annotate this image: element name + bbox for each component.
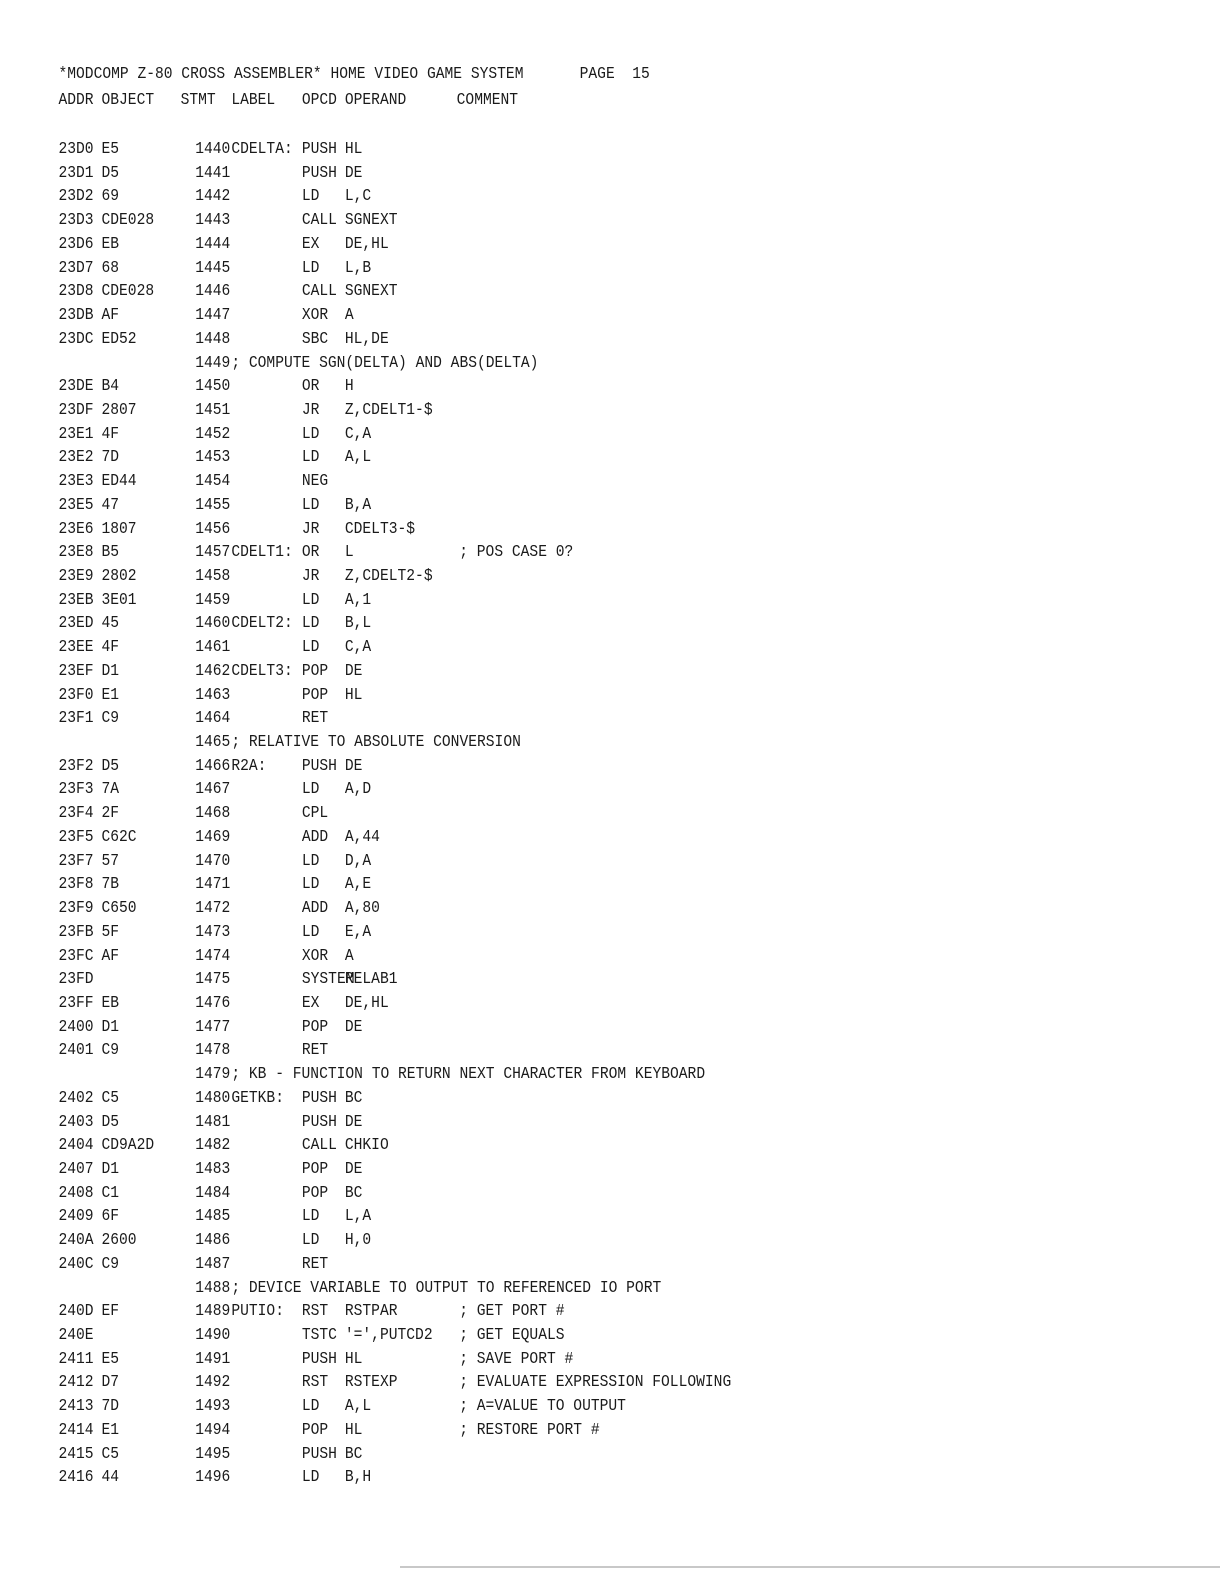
opcode: LD — [301, 875, 320, 895]
object-code: 7B — [101, 875, 120, 895]
object-code: 5F — [101, 922, 120, 942]
label: GETKB: — [231, 1088, 284, 1108]
column-header-object: OBJECT — [101, 91, 155, 110]
statement-number: 1455 — [195, 495, 231, 515]
statement-number: 1485 — [195, 1207, 231, 1227]
address: 23F7 — [58, 851, 94, 871]
column-header-stmt: STMT — [180, 91, 216, 110]
opcode: XOR — [301, 946, 329, 966]
opcode: LD — [301, 1397, 320, 1417]
operand: HL — [344, 685, 363, 705]
opcode: LD — [301, 448, 320, 468]
comment: ; GET PORT # — [459, 1302, 565, 1322]
object-code: C62C — [101, 827, 137, 847]
operand: DE,HL — [344, 993, 389, 1013]
object-code: 4F — [101, 638, 120, 658]
object-code: 57 — [101, 851, 120, 871]
object-code: EF — [101, 1302, 120, 1322]
opcode: POP — [301, 1017, 329, 1037]
statement-number: 1444 — [195, 234, 231, 254]
operand: Z,CDELT1-$ — [344, 400, 433, 420]
opcode: OR — [301, 377, 320, 397]
operand: H — [344, 377, 354, 397]
statement-number: 1493 — [195, 1397, 231, 1417]
statement-number: 1469 — [195, 827, 231, 847]
operand: C,A — [344, 638, 372, 658]
address: 2402 — [58, 1088, 94, 1108]
column-header-label: LABEL — [231, 91, 276, 110]
opcode: LD — [301, 638, 320, 658]
opcode: SYSTEM — [301, 970, 355, 990]
operand: L — [344, 543, 354, 563]
operand: A,L — [344, 448, 372, 468]
opcode: RET — [301, 1041, 329, 1061]
statement-number: 1459 — [195, 590, 231, 610]
opcode: EX — [301, 993, 320, 1013]
statement-number: 1490 — [195, 1326, 231, 1345]
object-code: E1 — [101, 1420, 120, 1440]
object-code: C5 — [101, 1444, 120, 1464]
object-code: 1807 — [101, 519, 137, 539]
opcode: LD — [301, 1468, 320, 1488]
opcode: PUSH — [301, 756, 337, 776]
object-code: 45 — [101, 614, 120, 634]
object-code: AF — [101, 306, 120, 325]
statement-number: 1496 — [195, 1468, 231, 1488]
statement-number: 1484 — [195, 1183, 231, 1203]
address: 23D1 — [58, 163, 94, 183]
column-headers — [0, 89, 519, 113]
statement-number: 1447 — [195, 306, 231, 325]
operand: BC — [344, 1183, 363, 1203]
opcode: POP — [301, 685, 329, 705]
address: 240E — [58, 1326, 94, 1345]
object-code: 3E01 — [101, 590, 137, 610]
statement-number: 1491 — [195, 1349, 231, 1369]
operand: DE — [344, 1112, 363, 1132]
opcode: JR — [301, 567, 320, 586]
address: 23ED — [58, 614, 94, 634]
object-code: 7D — [101, 1397, 120, 1417]
statement-number: 1483 — [195, 1160, 231, 1179]
column-header-operand: OPERAND — [344, 91, 407, 110]
address: 23F1 — [58, 709, 94, 729]
statement-number: 1477 — [195, 1017, 231, 1037]
statement-number: 1465 — [195, 733, 231, 752]
operand: SGNEXT — [344, 282, 398, 302]
operand: A,80 — [344, 899, 380, 918]
object-code: B4 — [101, 377, 120, 397]
address: 2415 — [58, 1444, 94, 1464]
address: 23FD — [58, 970, 94, 990]
statement-number: 1475 — [195, 970, 231, 990]
statement-number: 1461 — [195, 638, 231, 658]
operand: HL — [344, 1349, 363, 1369]
address: 23D0 — [58, 140, 94, 159]
object-code: 47 — [101, 495, 120, 515]
comment: ; SAVE PORT # — [459, 1349, 574, 1369]
opcode: ADD — [301, 827, 329, 847]
opcode: POP — [301, 661, 329, 681]
operand: CDELT3-$ — [344, 519, 416, 539]
opcode: JR — [301, 519, 320, 539]
operand: CHKIO — [344, 1136, 389, 1156]
object-code: 2600 — [101, 1231, 137, 1251]
opcode: TSTC — [301, 1326, 337, 1345]
object-code: CDE028 — [101, 282, 155, 302]
object-code: 6F — [101, 1207, 120, 1227]
operand: '=',PUTCD2 — [344, 1326, 433, 1345]
statement-number: 1446 — [195, 282, 231, 302]
comment: ; EVALUATE EXPRESSION FOLLOWING — [459, 1373, 732, 1393]
scan-edge-line — [400, 1566, 1220, 1568]
address: 2414 — [58, 1420, 94, 1440]
label: R2A: — [231, 756, 267, 776]
operand: DE — [344, 163, 363, 183]
address: 23E2 — [58, 448, 94, 468]
object-code: D1 — [101, 1160, 120, 1179]
address: 2404 — [58, 1136, 94, 1156]
address: 2411 — [58, 1349, 94, 1369]
opcode: LD — [301, 424, 320, 444]
object-code: CDE028 — [101, 211, 155, 231]
opcode: PUSH — [301, 1112, 337, 1132]
statement-number: 1470 — [195, 851, 231, 871]
statement-number: 1454 — [195, 472, 231, 492]
operand: RELAB1 — [344, 970, 398, 990]
operand: RSTPAR — [344, 1302, 398, 1322]
address: 23E9 — [58, 567, 94, 586]
address: 23DF — [58, 400, 94, 420]
object-code: EB — [101, 993, 120, 1013]
operand: DE,HL — [344, 234, 389, 254]
listing-header — [0, 63, 650, 87]
address: 23F3 — [58, 780, 94, 800]
object-code: 2807 — [101, 400, 137, 420]
statement-number: 1468 — [195, 804, 231, 824]
statement-number: 1448 — [195, 329, 231, 349]
opcode: PUSH — [301, 1349, 337, 1369]
address: 23D7 — [58, 258, 94, 278]
statement-number: 1442 — [195, 187, 231, 207]
statement-number: 1440 — [195, 140, 231, 159]
opcode: LD — [301, 614, 320, 634]
comment-line: ; KB - FUNCTION TO RETURN NEXT CHARACTER FROM KEYBOARD — [231, 1065, 706, 1085]
statement-number: 1495 — [195, 1444, 231, 1464]
address: 23F4 — [58, 804, 94, 824]
opcode: CALL — [301, 211, 337, 231]
opcode: CALL — [301, 1136, 337, 1156]
address: 23EE — [58, 638, 94, 658]
opcode: LD — [301, 1207, 320, 1227]
operand: DE — [344, 1160, 363, 1179]
address: 23F0 — [58, 685, 94, 705]
statement-number: 1456 — [195, 519, 231, 539]
address: 2403 — [58, 1112, 94, 1132]
object-code: CD9A2D — [101, 1136, 155, 1156]
statement-number: 1492 — [195, 1373, 231, 1393]
statement-number: 1487 — [195, 1254, 231, 1274]
operand: C,A — [344, 424, 372, 444]
address: 23F5 — [58, 827, 94, 847]
opcode: CPL — [301, 804, 329, 824]
address: 2407 — [58, 1160, 94, 1179]
column-header-addr: ADDR — [58, 91, 94, 110]
object-code: D7 — [101, 1373, 120, 1393]
opcode: POP — [301, 1183, 329, 1203]
operand: A,L — [344, 1397, 372, 1417]
comment: ; GET EQUALS — [459, 1326, 565, 1345]
address: 2413 — [58, 1397, 94, 1417]
statement-number: 1453 — [195, 448, 231, 468]
statement-number: 1482 — [195, 1136, 231, 1156]
address: 2400 — [58, 1017, 94, 1037]
address: 23E1 — [58, 424, 94, 444]
statement-number: 1471 — [195, 875, 231, 895]
opcode: PUSH — [301, 140, 337, 159]
label: PUTIO: — [231, 1302, 284, 1322]
object-code: D1 — [101, 1017, 120, 1037]
opcode: LD — [301, 922, 320, 942]
opcode: RST — [301, 1373, 329, 1393]
address: 23EF — [58, 661, 94, 681]
comment: ; A=VALUE TO OUTPUT — [459, 1397, 626, 1417]
operand: HL — [344, 140, 363, 159]
opcode: LD — [301, 780, 320, 800]
label: CDELT1: — [231, 543, 293, 563]
object-code: E5 — [101, 140, 120, 159]
operand: B,A — [344, 495, 372, 515]
object-code: 4F — [101, 424, 120, 444]
address: 2416 — [58, 1468, 94, 1488]
object-code: B5 — [101, 543, 120, 563]
address: 2412 — [58, 1373, 94, 1393]
address: 23FC — [58, 946, 94, 966]
operand: B,L — [344, 614, 372, 634]
statement-number: 1458 — [195, 567, 231, 586]
operand: SGNEXT — [344, 211, 398, 231]
statement-number: 1445 — [195, 258, 231, 278]
object-code: 68 — [101, 258, 120, 278]
address: 23D2 — [58, 187, 94, 207]
label: CDELT3: — [231, 661, 293, 681]
address: 240D — [58, 1302, 94, 1322]
address: 23E8 — [58, 543, 94, 563]
statement-number: 1450 — [195, 377, 231, 397]
statement-number: 1441 — [195, 163, 231, 183]
object-code: C9 — [101, 1041, 120, 1061]
page-number: PAGE 15 — [579, 65, 650, 84]
operand: HL,DE — [344, 329, 389, 349]
operand: A,44 — [344, 827, 380, 847]
statement-number: 1479 — [195, 1065, 231, 1085]
opcode: LD — [301, 258, 320, 278]
operand: DE — [344, 661, 363, 681]
operand: L,C — [344, 187, 372, 207]
address: 2408 — [58, 1183, 94, 1203]
object-code: AF — [101, 946, 120, 966]
statement-number: 1466 — [195, 756, 231, 776]
opcode: LD — [301, 851, 320, 871]
operand: L,B — [344, 258, 372, 278]
object-code: D5 — [101, 163, 120, 183]
statement-number: 1486 — [195, 1231, 231, 1251]
address: 23FF — [58, 993, 94, 1013]
object-code: D5 — [101, 1112, 120, 1132]
comment-line: ; DEVICE VARIABLE TO OUTPUT TO REFERENCED IO PORT — [231, 1278, 662, 1298]
statement-number: 1463 — [195, 685, 231, 705]
statement-number: 1494 — [195, 1420, 231, 1440]
operand: L,A — [344, 1207, 372, 1227]
address: 23D3 — [58, 211, 94, 231]
address: 23EB — [58, 590, 94, 610]
opcode: NEG — [301, 472, 329, 492]
statement-number: 1474 — [195, 946, 231, 966]
object-code: 7A — [101, 780, 120, 800]
operand: E,A — [344, 922, 372, 942]
comment: ; RESTORE PORT # — [459, 1420, 600, 1440]
opcode: POP — [301, 1420, 329, 1440]
operand: BC — [344, 1088, 363, 1108]
opcode: LD — [301, 1231, 320, 1251]
address: 23E3 — [58, 472, 94, 492]
opcode: OR — [301, 543, 320, 563]
statement-number: 1443 — [195, 211, 231, 231]
statement-number: 1473 — [195, 922, 231, 942]
object-code: E5 — [101, 1349, 120, 1369]
address: 23D8 — [58, 282, 94, 302]
operand: BC — [344, 1444, 363, 1464]
object-code: EB — [101, 234, 120, 254]
opcode: EX — [301, 234, 320, 254]
address: 23FB — [58, 922, 94, 942]
address: 23D6 — [58, 234, 94, 254]
operand: B,H — [344, 1468, 372, 1488]
operand: DE — [344, 756, 363, 776]
object-code: C5 — [101, 1088, 120, 1108]
label: CDELTA: — [231, 140, 293, 159]
statement-number: 1457 — [195, 543, 231, 563]
operand: A,E — [344, 875, 372, 895]
object-code: D5 — [101, 756, 120, 776]
operand: DE — [344, 1017, 363, 1037]
opcode: RET — [301, 709, 329, 729]
opcode: XOR — [301, 306, 329, 325]
object-code: 44 — [101, 1468, 120, 1488]
address: 23E5 — [58, 495, 94, 515]
object-code: C9 — [101, 1254, 120, 1274]
statement-number: 1476 — [195, 993, 231, 1013]
statement-number: 1462 — [195, 661, 231, 681]
statement-number: 1449 — [195, 353, 231, 373]
address: 23F8 — [58, 875, 94, 895]
column-header-opcd: OPCD — [301, 91, 337, 110]
object-code: 2F — [101, 804, 120, 824]
address: 23E6 — [58, 519, 94, 539]
operand: Z,CDELT2-$ — [344, 567, 433, 586]
object-code: C650 — [101, 899, 137, 918]
object-code: 2802 — [101, 567, 137, 586]
operand: A — [344, 946, 354, 966]
opcode: ADD — [301, 899, 329, 918]
object-code: C9 — [101, 709, 120, 729]
statement-number: 1488 — [195, 1278, 231, 1298]
opcode: RST — [301, 1302, 329, 1322]
statement-number: 1464 — [195, 709, 231, 729]
operand: A,1 — [344, 590, 372, 610]
object-code: 7D — [101, 448, 120, 468]
address: 23DC — [58, 329, 94, 349]
address: 23F9 — [58, 899, 94, 918]
opcode: PUSH — [301, 163, 337, 183]
opcode: PUSH — [301, 1444, 337, 1464]
column-header-comment: COMMENT — [456, 91, 519, 110]
comment: ; POS CASE 0? — [459, 543, 574, 563]
object-code: D1 — [101, 661, 120, 681]
opcode: JR — [301, 400, 320, 420]
comment-line: ; COMPUTE SGN(DELTA) AND ABS(DELTA) — [231, 353, 539, 373]
opcode: POP — [301, 1160, 329, 1179]
operand: A,D — [344, 780, 372, 800]
opcode: LD — [301, 590, 320, 610]
statement-number: 1480 — [195, 1088, 231, 1108]
statement-number: 1472 — [195, 899, 231, 918]
address: 23F2 — [58, 756, 94, 776]
statement-number: 1478 — [195, 1041, 231, 1061]
opcode: LD — [301, 495, 320, 515]
comment-line: ; RELATIVE TO ABSOLUTE CONVERSION — [231, 733, 521, 752]
address: 240A — [58, 1231, 94, 1251]
statement-number: 1467 — [195, 780, 231, 800]
object-code: 69 — [101, 187, 120, 207]
operand: H,0 — [344, 1231, 372, 1251]
listing-title: *MODCOMP Z-80 CROSS ASSEMBLER* HOME VIDEO GAME SYSTEM — [58, 65, 524, 84]
operand: D,A — [344, 851, 372, 871]
object-code: ED44 — [101, 472, 137, 492]
object-code: C1 — [101, 1183, 120, 1203]
operand: HL — [344, 1420, 363, 1440]
opcode: CALL — [301, 282, 337, 302]
address: 2409 — [58, 1207, 94, 1227]
address: 240C — [58, 1254, 94, 1274]
address: 2401 — [58, 1041, 94, 1061]
operand: RSTEXP — [344, 1373, 398, 1393]
label: CDELT2: — [231, 614, 293, 634]
operand: A — [344, 306, 354, 325]
statement-number: 1451 — [195, 400, 231, 420]
statement-number: 1489 — [195, 1302, 231, 1322]
object-code: ED52 — [101, 329, 137, 349]
opcode: LD — [301, 187, 320, 207]
opcode: PUSH — [301, 1088, 337, 1108]
statement-number: 1481 — [195, 1112, 231, 1132]
statement-number: 1452 — [195, 424, 231, 444]
opcode: SBC — [301, 329, 329, 349]
opcode: RET — [301, 1254, 329, 1274]
statement-number: 1460 — [195, 614, 231, 634]
address: 23DE — [58, 377, 94, 397]
object-code: E1 — [101, 685, 120, 705]
address: 23DB — [58, 306, 94, 325]
